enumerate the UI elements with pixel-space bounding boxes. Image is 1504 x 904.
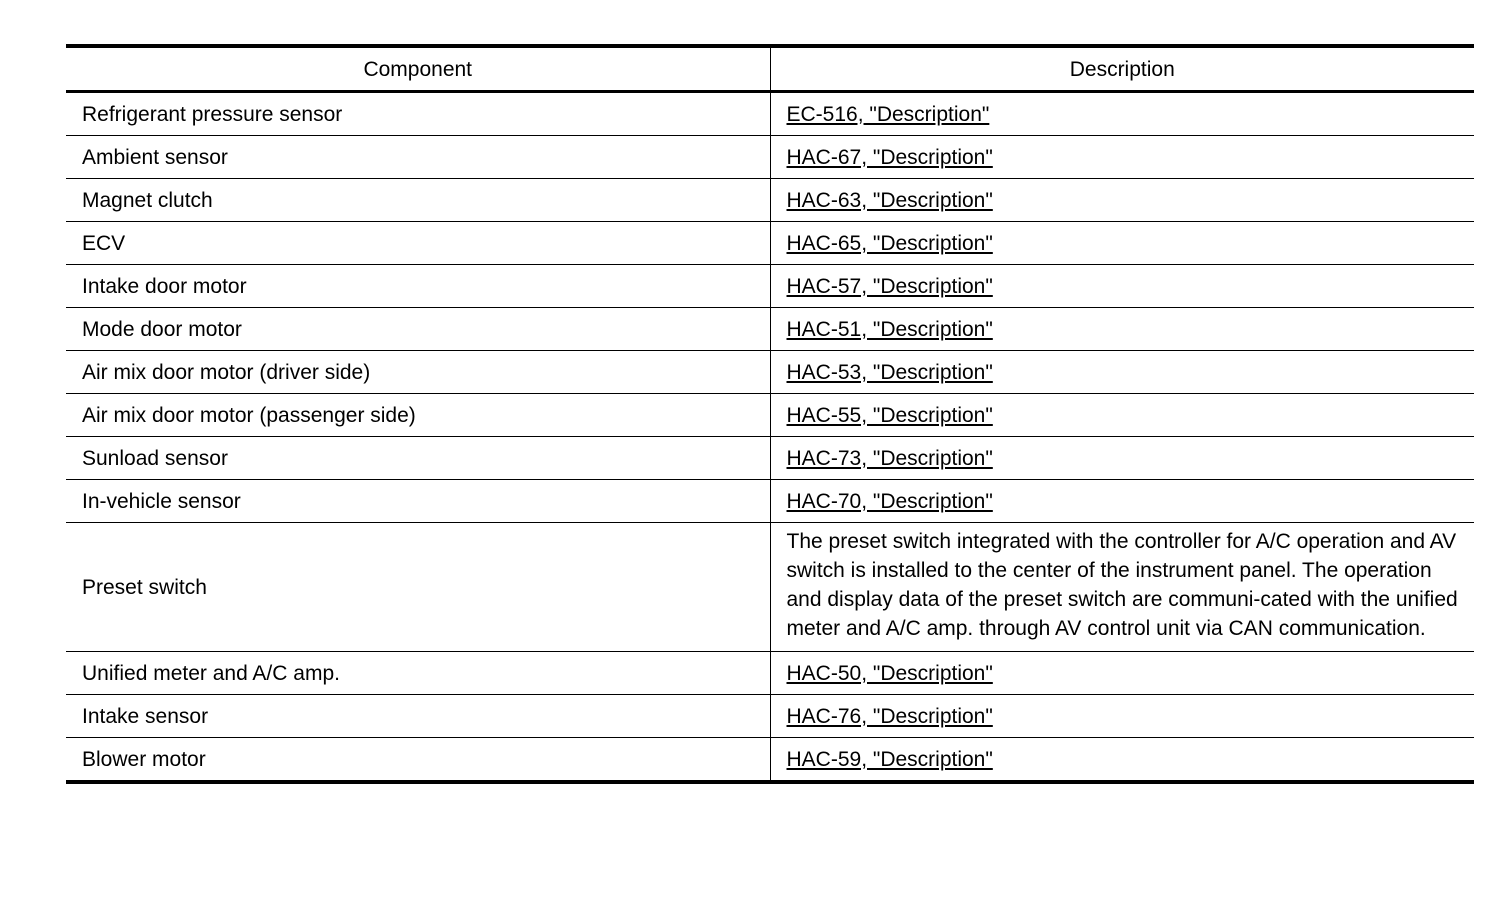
component-cell: Refrigerant pressure sensor bbox=[66, 92, 770, 136]
table-row bbox=[66, 351, 1474, 394]
component-cell: Air mix door motor (driver side) bbox=[66, 351, 770, 394]
description-cell bbox=[770, 738, 1474, 783]
table-row bbox=[66, 136, 1474, 179]
table-row bbox=[66, 222, 1474, 265]
description-link[interactable]: HAC-59, "Description" bbox=[786, 747, 993, 771]
description-cell bbox=[770, 652, 1474, 695]
description-link[interactable]: HAC-70, "Description" bbox=[786, 489, 993, 513]
description-cell bbox=[770, 695, 1474, 738]
component-cell: Intake door motor bbox=[66, 265, 770, 308]
description-link[interactable]: HAC-65, "Description" bbox=[786, 231, 993, 255]
table-header-row bbox=[66, 46, 1474, 92]
table-row bbox=[66, 523, 1474, 652]
description-cell bbox=[770, 437, 1474, 480]
description-cell bbox=[770, 92, 1474, 136]
header-description: Description bbox=[770, 46, 1474, 92]
component-cell: Preset switch bbox=[66, 523, 770, 652]
component-cell: ECV bbox=[66, 222, 770, 265]
description-cell bbox=[770, 179, 1474, 222]
component-cell: Ambient sensor bbox=[66, 136, 770, 179]
component-cell: Sunload sensor bbox=[66, 437, 770, 480]
description-link[interactable]: HAC-55, "Description" bbox=[786, 403, 993, 427]
table-row bbox=[66, 652, 1474, 695]
header-component: Component bbox=[66, 46, 770, 92]
component-cell: Magnet clutch bbox=[66, 179, 770, 222]
component-cell: In-vehicle sensor bbox=[66, 480, 770, 523]
table-body bbox=[66, 92, 1474, 783]
description-cell bbox=[770, 136, 1474, 179]
description-cell bbox=[770, 394, 1474, 437]
component-cell: Air mix door motor (passenger side) bbox=[66, 394, 770, 437]
description-link[interactable]: HAC-63, "Description" bbox=[786, 188, 993, 212]
description-link[interactable]: HAC-67, "Description" bbox=[786, 145, 993, 169]
table-row bbox=[66, 265, 1474, 308]
table-row bbox=[66, 92, 1474, 136]
description-link[interactable]: HAC-50, "Description" bbox=[786, 661, 993, 685]
description-cell bbox=[770, 222, 1474, 265]
description-text: The preset switch integrated with the controller for A/C operation and AV switch is installed to the center of the instrument panel. The operation and display data of the preset switch are communi-cated with the unified meter and A/C amp. through AV control unit via CAN communication. bbox=[770, 523, 1474, 652]
description-link[interactable]: HAC-76, "Description" bbox=[786, 704, 993, 728]
description-cell bbox=[770, 480, 1474, 523]
description-link[interactable]: HAC-53, "Description" bbox=[786, 360, 993, 384]
table-row bbox=[66, 695, 1474, 738]
description-cell bbox=[770, 351, 1474, 394]
table-row bbox=[66, 437, 1474, 480]
table-row bbox=[66, 738, 1474, 783]
description-cell bbox=[770, 308, 1474, 351]
description-link[interactable]: HAC-73, "Description" bbox=[786, 446, 993, 470]
component-cell: Unified meter and A/C amp. bbox=[66, 652, 770, 695]
description-link[interactable]: EC-516, "Description" bbox=[786, 102, 990, 126]
component-description-table bbox=[66, 44, 1474, 784]
component-cell: Blower motor bbox=[66, 738, 770, 783]
description-link[interactable]: HAC-57, "Description" bbox=[786, 274, 993, 298]
component-cell: Intake sensor bbox=[66, 695, 770, 738]
table-row bbox=[66, 394, 1474, 437]
table-row bbox=[66, 179, 1474, 222]
table-row bbox=[66, 308, 1474, 351]
table-row bbox=[66, 480, 1474, 523]
component-cell: Mode door motor bbox=[66, 308, 770, 351]
description-cell bbox=[770, 265, 1474, 308]
description-link[interactable]: HAC-51, "Description" bbox=[786, 317, 993, 341]
